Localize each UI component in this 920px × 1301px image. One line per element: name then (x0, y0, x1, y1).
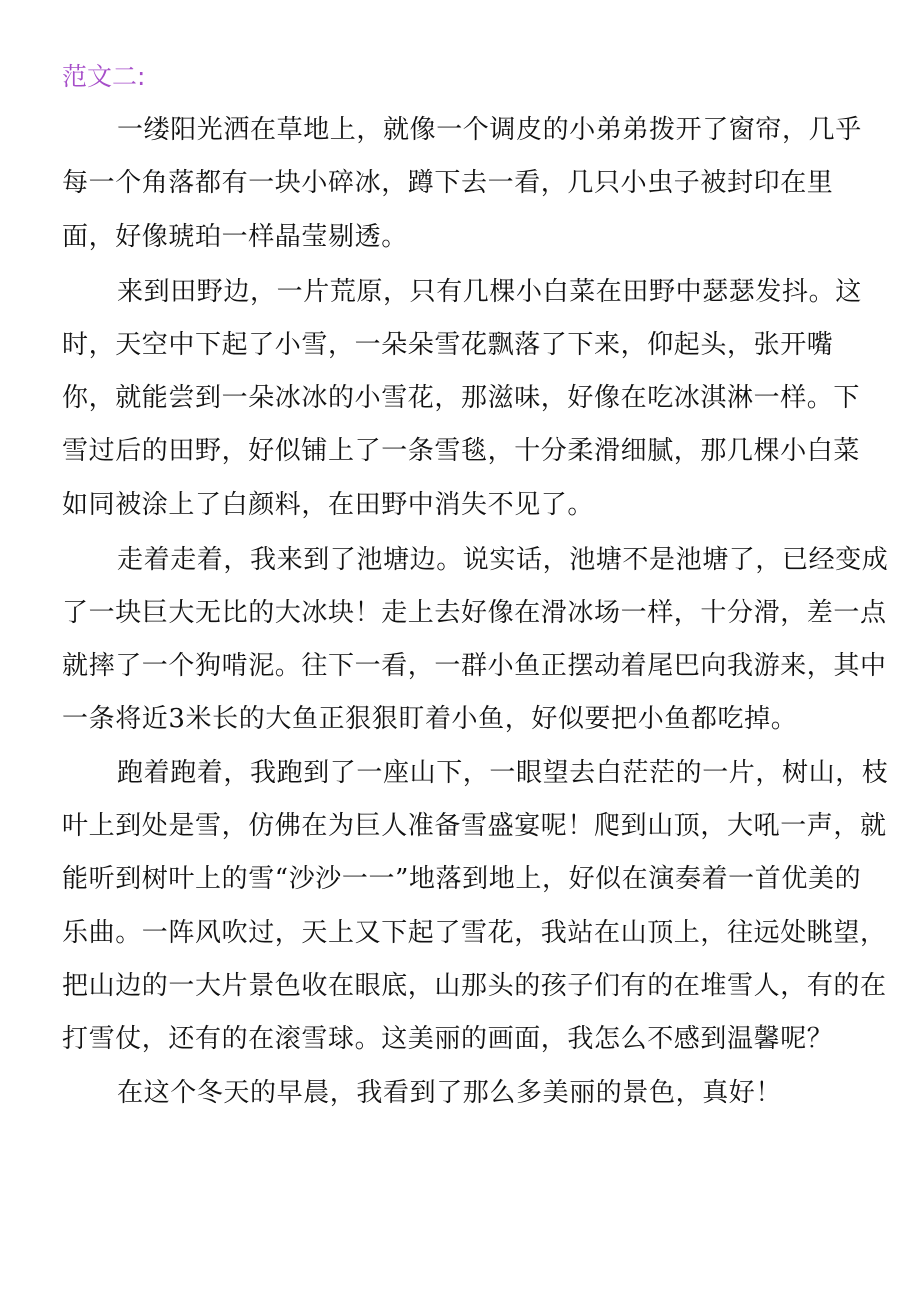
paragraph-4-line-2: 叶上到处是雪，仿佛在为巨人准备雪盛宴呢！爬到山顶，大吼一声，就 (62, 811, 887, 841)
paragraph-2-line-2: 时，天空中下起了小雪，一朵朵雪花飘落了下来，仰起头，张开嘴 (62, 330, 834, 360)
paragraph-3-line-4: 一条将近3米长的大鱼正狠狠盯着小鱼，好似要把小鱼都吃掉。 (62, 704, 798, 734)
paragraph-4-line-3: 能听到树叶上的雪“沙沙一一”地落到地上，好似在演奏着一首优美的 (62, 864, 862, 894)
paragraph-5-line-1: 在这个冬天的早晨，我看到了那么多美丽的景色，真好！ (117, 1078, 783, 1108)
paragraph-3-line-3: 就摔了一个狗啃泥。往下一看，一群小鱼正摆动着尾巴向我游来，其中 (62, 651, 887, 681)
paragraph-2-line-4: 雪过后的田野，好似铺上了一条雪毯，十分柔滑细腻，那几棵小白菜 (62, 436, 861, 466)
paragraph-2-line-3: 你，就能尝到一朵冰冰的小雪花，那滋味，好像在吃冰淇淋一样。下 (62, 383, 861, 413)
paragraph-4-line-1: 跑着跑着，我跑到了一座山下，一眼望去白茫茫的一片，树山，枝 (117, 758, 889, 788)
paragraph-3-line-1: 走着走着，我来到了池塘边。说实话，池塘不是池塘了，已经变成 (117, 545, 889, 575)
paragraph-2-line-5: 如同被涂上了白颜料，在田野中消失不见了。 (62, 490, 595, 520)
paragraph-1-line-1: 一缕阳光洒在草地上，就像一个调皮的小弟弟拨开了窗帘，几乎 (117, 115, 862, 145)
paragraph-1-line-2: 每一个角落都有一块小碎冰，蹲下去一看，几只小虫子被封印在里 (62, 168, 834, 198)
paragraph-1-line-3: 面，好像琥珀一样晶莹剔透。 (62, 222, 408, 252)
paragraph-3-line-2: 了一块巨大无比的大冰块！走上去好像在滑冰场一样，十分滑，差一点 (62, 598, 887, 628)
paragraph-2-line-1: 来到田野边，一片荒原，只有几棵小白菜在田野中瑟瑟发抖。这 (117, 277, 862, 307)
paragraph-4-line-4: 乐曲。一阵风吹过，天上又下起了雪花，我站在山顶上，往远处眺望， (62, 918, 887, 948)
paragraph-4-line-6: 打雪仗，还有的在滚雪球。这美丽的画面，我怎么不感到温馨呢？ (62, 1024, 834, 1054)
paragraph-4-line-5: 把山边的一大片景色收在眼底，山那头的孩子们有的在堆雪人，有的在 (62, 971, 887, 1001)
section-heading: 范文二: (62, 62, 146, 91)
